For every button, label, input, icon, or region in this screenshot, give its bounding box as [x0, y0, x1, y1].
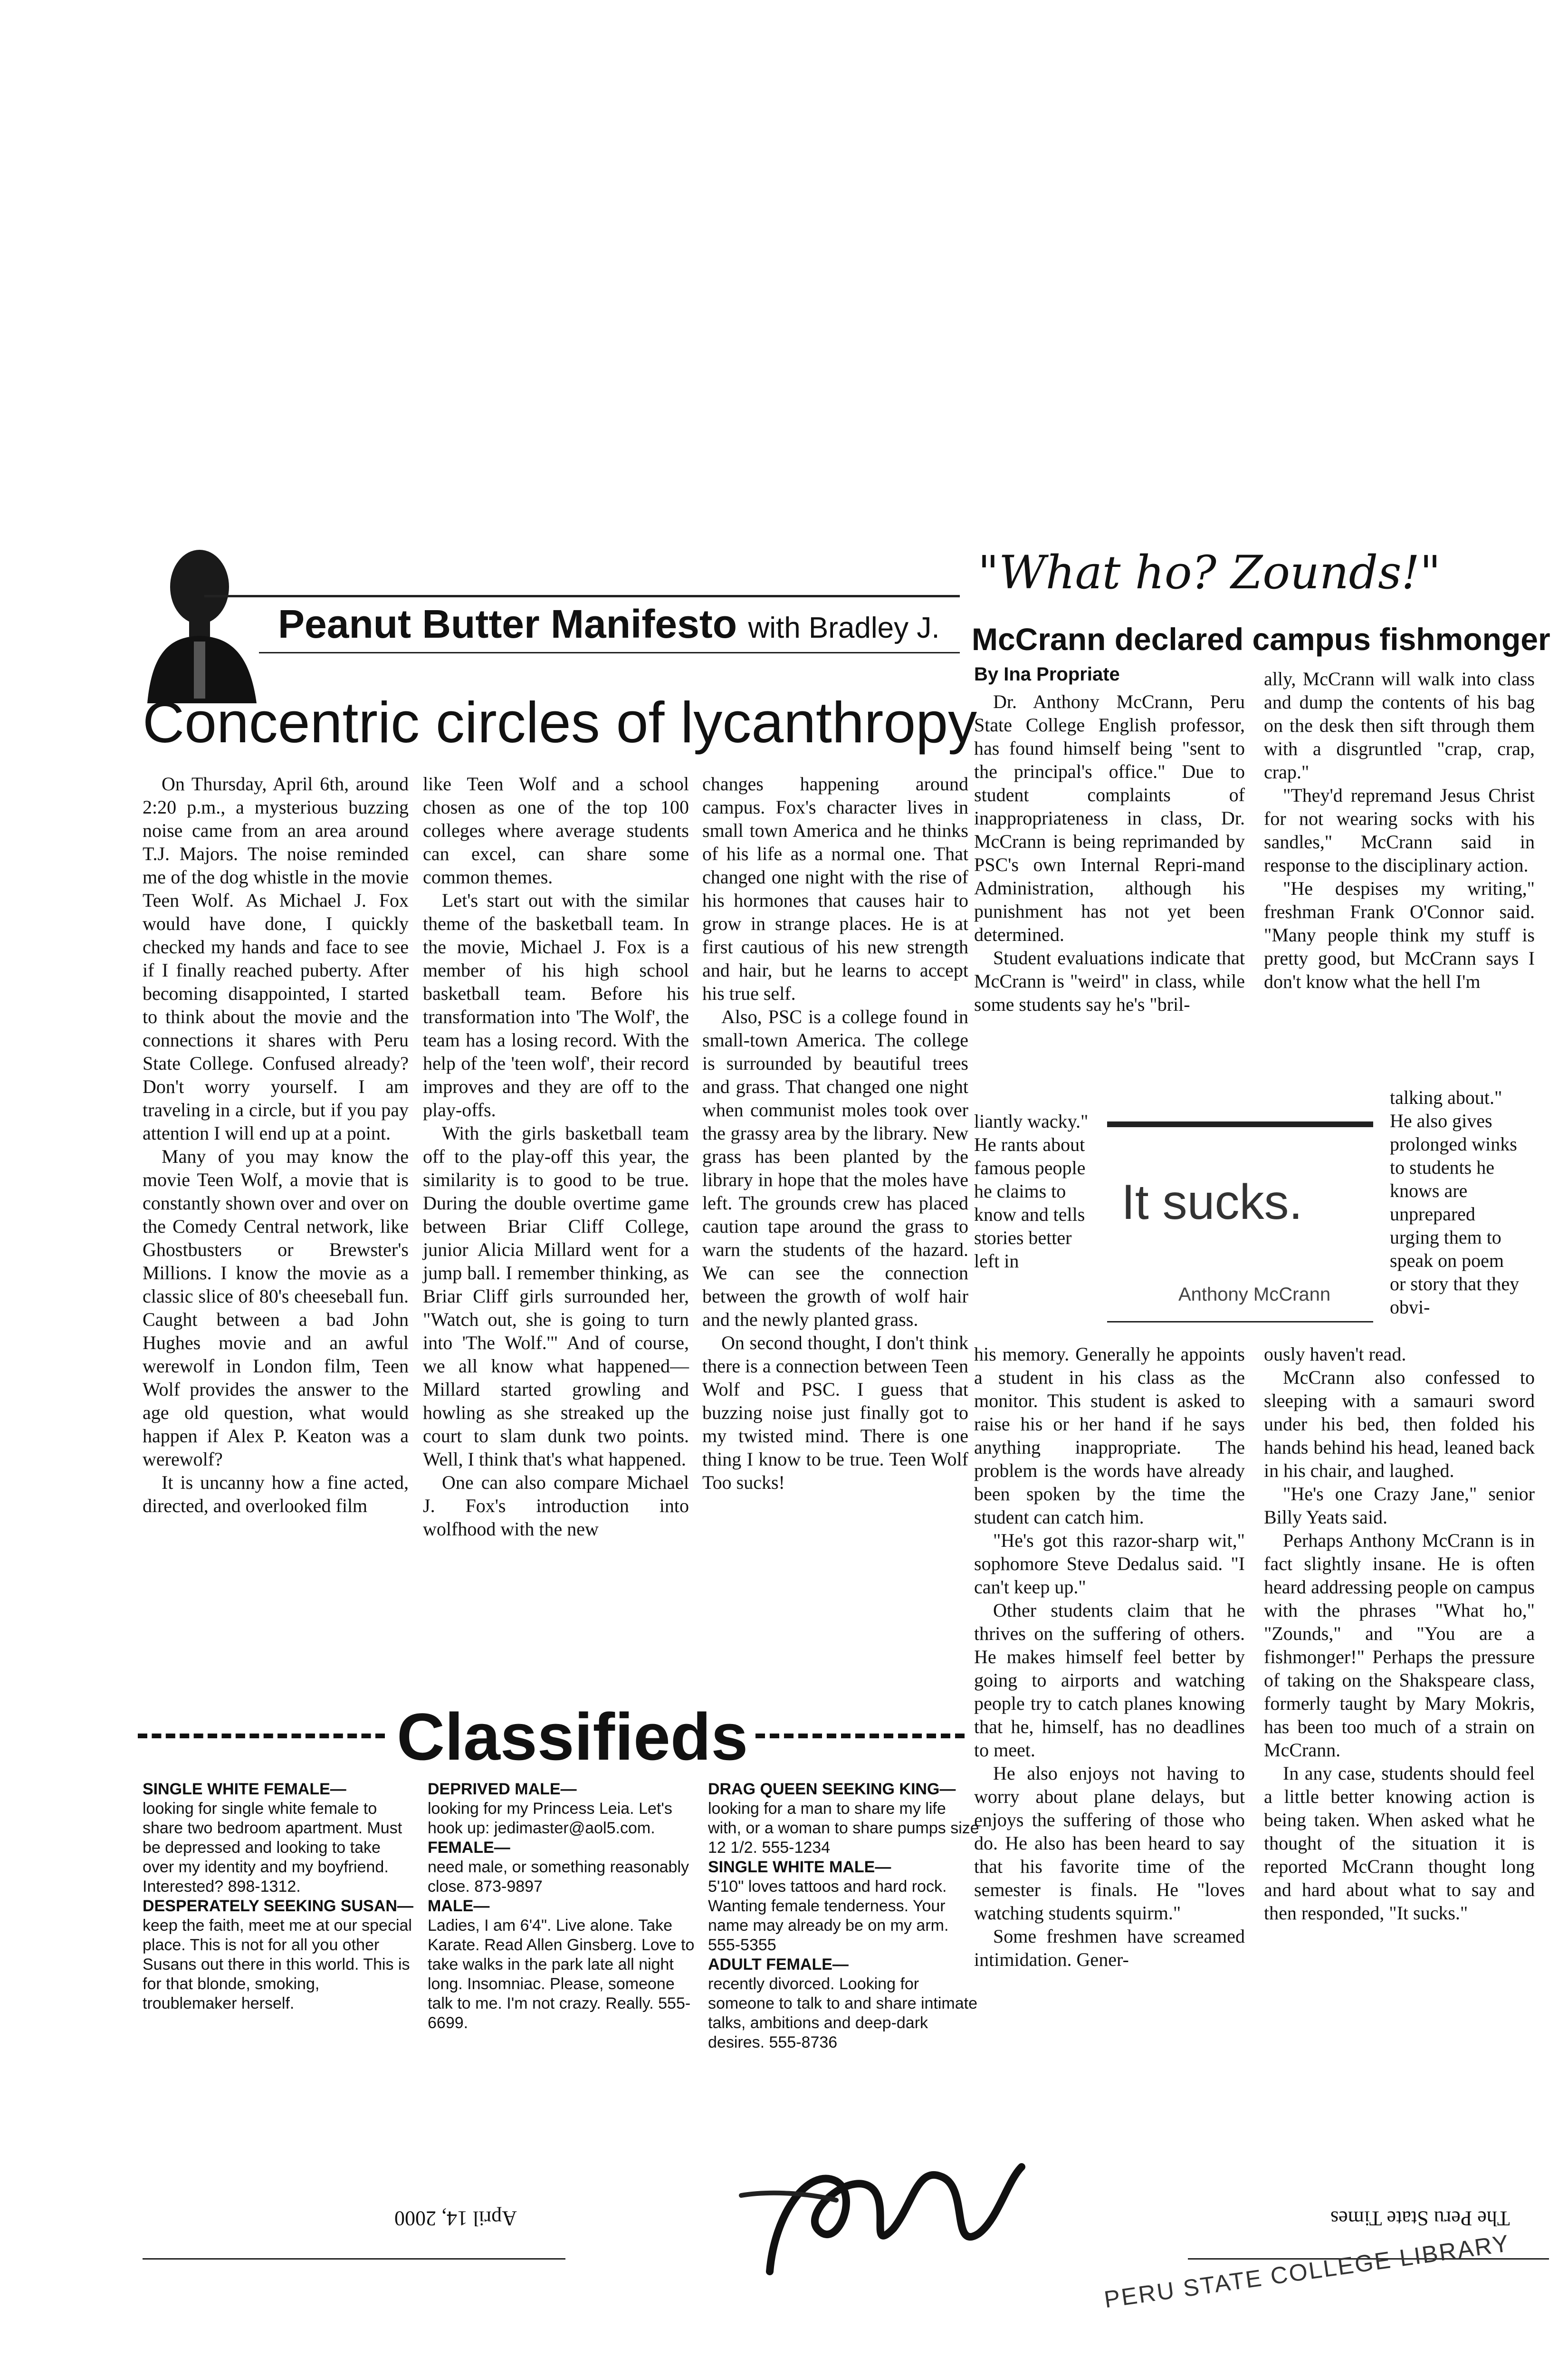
classifieds-title: Classifieds [397, 1699, 748, 1774]
lycan-headline: Concentric circles of lycanthropy [143, 690, 977, 755]
mccrann-column-2-top [1264, 667, 1535, 993]
mccrann-kicker: "What ho? Zounds!" [977, 546, 1441, 599]
lycan-p9: Also, PSC is a college found in small-town America. The college is surrounded by beautiful trees and grass. That changed one night when communist moles took over the grassy area by the library. New grass has been planted by the library in hope that the moles have left. The grounds crew has placed caution tape around the grass to warn the students of the hazard. We can see the connection between the growth of wolf hair and the newly planted grass. [702, 1006, 968, 1330]
mccrann-p10: "He despises my writing," freshman Frank O'Connor said. "Many people think my stuff is pretty good, but McCrann says I don't know what the hell I'm [1264, 878, 1535, 992]
lycan-p6: With the girls basketball team off to the play-off this year, the similarity is to good to be true. During the double overtime game between Briar Cliff College, junior Alicia Millard went for a jump ball. I remember thinking, as Briar Cliff girls surrounded her, "Watch out, she is going to turn into 'The Wolf.'" And of course, we all know what happened—Millard started growling and howling as she streaked up the court to slam dunk two points. Well, I think that's what happened. [423, 1122, 689, 1470]
mccrann-column-1-top [974, 690, 1245, 1016]
classifieds-dash-right [755, 1734, 965, 1738]
ad-body: keep the faith, meet me at our special place. This is not for all you other Susans out there in this world. This is for that blonde, smoking, troublemaker herself. [143, 1916, 412, 2012]
lycan-column-3 [702, 772, 968, 1494]
ad-body: looking for single white female to share two bedroom apartment. Must be depressed and looking to take over my identity and my boyfriend. Interested? 898-1312. [143, 1800, 402, 1896]
column-header-rule-top [204, 595, 960, 597]
columnist-photo [143, 542, 259, 703]
lycan-p10: On second thought, I don't think there is a connection between Teen Wolf and PSC. I guess that buzzing noise just finally got to my twisted mind. There is one thing I know to be true. Teen Wolf Too sucks! [702, 1332, 968, 1493]
ad-body: looking for my Princess Leia. Let's hook up: jedimaster@aol5.com. [428, 1800, 672, 1837]
mccrann-p2-cont: liantly wacky." He rants about famous people he claims to know and tells stories better left in [974, 1111, 1089, 1272]
mccrann-p1: Dr. Anthony McCrann, Peru State College English professor, has found himself being "sent to the principal's office." Due to student complaints of inappropriateness in class, Dr. McCrann is being reprimanded by PSC's own Internal Repri-mand Administration, although his punishment has not yet been determined. [974, 691, 1245, 945]
ad-body: 5'10" loves tattoos and hard rock. Wanting female tenderness. Your name may already be on my arm. 555-5355 [708, 1878, 949, 1954]
ad-heading: DESPERATELY SEEKING SUSAN— [143, 1897, 413, 1915]
lycan-p3: It is uncanny how a fine acted, directed, and overlooked film [143, 1472, 409, 1516]
footer-date: April 14, 2000 [394, 2207, 517, 2230]
classifieds-banner [138, 1701, 969, 1772]
mccrann-column-1-bottom [974, 1342, 1245, 1971]
mccrann-p4: "He's got this razor-sharp wit," sophomore Steve Dedalus said. "I can't keep up." [974, 1530, 1245, 1598]
mccrann-p8: ally, McCrann will walk into class and dump the contents of his bag on the desk then sift through them with a disgruntled "crap, crap, crap." [1264, 668, 1535, 783]
pullquote-attribution: Anthony McCrann [1178, 1284, 1331, 1305]
column-byline: with Bradley J. [748, 612, 940, 644]
lycan-column-1 [143, 772, 409, 1517]
footer-rule-left [143, 2258, 565, 2260]
mccrann-column-1-narrow [974, 1110, 1093, 1273]
mccrann-p7: Some freshmen have screamed intimidation. Gener- [974, 1926, 1245, 1970]
mccrann-p11: ously haven't read. [1264, 1343, 1406, 1365]
pullquote-rule-top [1107, 1121, 1373, 1127]
ad-heading: SINGLE WHITE FEMALE— [143, 1780, 346, 1798]
ad-body: need male, or something reasonably close. 873-9897 [428, 1858, 689, 1896]
mccrann-p6: He also enjoys not having to worry about plane delays, but enjoys the suffering of those who do. He also has been heard to say that his favorite time of the semester is finals. He "loves watching students squirm." [974, 1763, 1245, 1924]
ad-heading: MALE— [428, 1897, 490, 1915]
ad-heading: SINGLE WHITE MALE— [708, 1858, 891, 1876]
lycan-p4: like Teen Wolf and a school chosen as one of the top 100 colleges where average students can excel, can share some common themes. [423, 773, 689, 888]
mccrann-byline: By Ina Propriate [974, 664, 1120, 685]
column-name: Peanut Butter Manifesto [278, 602, 737, 646]
mccrann-headline: McCrann declared campus fishmonger [972, 622, 1550, 657]
mccrann-p13: "He's one Crazy Jane," senior Billy Yeats said. [1264, 1483, 1535, 1528]
lycan-p5: Let's start out with the similar theme of the basketball team. In the movie, Michael J. Fox is a member of his high school basketball team. Before his transformation into 'The Wolf', the team has a losing record. With the help of the 'teen wolf', their record improves and they are off to the play-offs. [423, 890, 689, 1121]
ad-body: recently divorced. Looking for someone to talk to and share intimate talks, ambitions and deep-dark desires. 555-8736 [708, 1975, 977, 2051]
mccrann-p5: Other students claim that he thrives on the suffering of others. He makes himself feel better by going to airports and watching people try to catch planes knowing that he, himself, has no deadlines to meet. [974, 1600, 1245, 1761]
mccrann-p14: Perhaps Anthony McCrann is in fact slightly insane. He is often heard addressing people on campus with the phrases "What ho," "Zounds," and "You are a fishmonger!" Perhaps the pressure of taking on the Shakspeare class, formerly taught by Mary Mokris, has been too much of a strain on McCrann. [1264, 1530, 1535, 1761]
mccrann-p2: Student evaluations indicate that McCrann is "weird" in class, while some students say he's "bril- [974, 947, 1245, 1015]
column-title [278, 603, 940, 650]
ad-heading: ADULT FEMALE— [708, 1955, 849, 1974]
ad-body: looking for a man to share my life with, or a woman to share pumps size 12 1/2. 555-1234 [708, 1800, 979, 1857]
mccrann-p9: "They'd repremand Jesus Christ for not wearing socks with his sandles," McCrann said in response to the disciplinary action. [1264, 785, 1535, 876]
mccrann-column-2-bottom [1264, 1342, 1535, 1925]
ad-heading: DEPRIVED MALE— [428, 1780, 577, 1798]
lycan-p1: On Thursday, April 6th, around 2:20 p.m., a mysterious buzzing noise came from an area around T.J. Majors. The noise reminded me of the dog whistle in the movie Teen Wolf. As Michael J. Fox would have done, I quickly checked my hands and face to see if I finally reached puberty. After becoming disappointed, I started to think about the movie and the connections it shares with Peru State College. Confused already? Don't worry yourself. I am traveling in a circle, but if you pay attention I will end up at a point. [143, 773, 409, 1144]
signature-scribble [713, 2110, 1045, 2290]
mccrann-column-2-narrow [1390, 1086, 1523, 1319]
column-header-rule-bottom [259, 652, 960, 653]
lycan-p8: changes happening around campus. Fox's character lives in small town America and he thinks of his life as a normal one. That changed one night with the rise of his hormones that causes hair to grow in strange places. He is at first cautious of his new strength and hair, but he learns to accept his true self. [702, 773, 968, 1004]
classifieds-dash-left [138, 1734, 385, 1738]
mccrann-p10-cont: talking about." He also gives prolonged winks to students he knows are unprepared urging them to speak on poem or story that they obvi- [1390, 1087, 1520, 1318]
pullquote-rule-bottom [1107, 1321, 1373, 1322]
ad-body: Ladies, I am 6'4". Live alone. Take Karate. Read Allen Ginsberg. Love to take walks in the park late all night long. Insomniac. Please, someone talk to me. I'm not crazy. Really. 555-6699. [428, 1916, 695, 2032]
lycan-p2: Many of you may know the movie Teen Wolf, a movie that is constantly shown over and over on the Comedy Central network, like Ghostbusters or Brewster's Millions. I know the movie as a classic slice of 80's cheeseball fun. Caught between a bad John Hughes movie and an awful werewolf in London film, Teen Wolf provides the answer to the age old question, what would happen if Alex P. Keaton was a werewolf? [143, 1146, 409, 1470]
classifieds-column-1 [143, 1780, 416, 2013]
mccrann-p15: In any case, students should feel a little better knowing action is being taken. When asked what he thought of the situation it is reported McCrann thought long and hard about what to say and then responded, "It sucks." [1264, 1763, 1535, 1924]
library-stamp: PERU STATE COLLEGE LIBRARY [1102, 2230, 1512, 2313]
lycan-column-2 [423, 772, 689, 1541]
classifieds-column-3 [708, 1780, 981, 2052]
pullquote-text: It sucks. [1121, 1175, 1303, 1230]
ad-heading: DRAG QUEEN SEEKING KING— [708, 1780, 956, 1798]
mccrann-p3: his memory. Generally he appoints a student in his class as the monitor. This student is asked to raise his or her hand if he says anything inappropriate. The problem is the words have already been spoken by the time the student can catch him. [974, 1343, 1245, 1528]
classifieds-column-2 [428, 1780, 698, 2033]
lycan-p7: One can also compare Michael J. Fox's introduction into wolfhood with the new [423, 1472, 689, 1540]
mccrann-p12: McCrann also confessed to sleeping with a samauri sword under his bed, then folded his hands behind his head, leaned back in his chair, and laughed. [1264, 1367, 1535, 1481]
ad-heading: FEMALE— [428, 1839, 510, 1857]
footer-paper-name: The Peru State Times [1330, 2207, 1510, 2230]
